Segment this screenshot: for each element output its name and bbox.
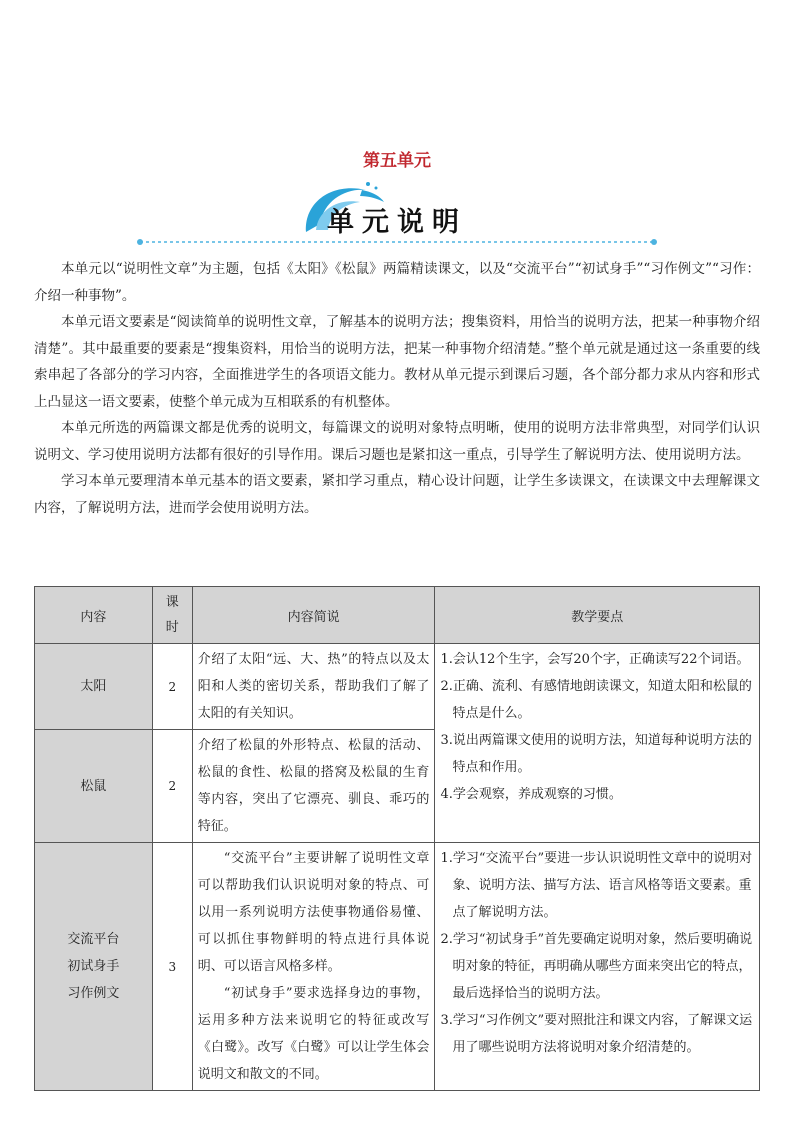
row-key-points	[435, 644, 760, 843]
row-name-line: 初试身手	[67, 959, 120, 974]
key-point: 4.学会观察，养成观察的习惯。	[440, 787, 622, 802]
key-point: 3.学习“习作例文”要对照批注和课文内容，了解课文运用了哪些说明方法将说明对象介绍清楚的。	[440, 1013, 753, 1055]
intro-paragraph: 本单元以“说明性文章”为主题，包括《太阳》《松鼠》两篇精读课文，以及“交流平台”“初试身手”“习作例文”“习作：介绍一种事物”。	[34, 261, 760, 304]
header-hours-text: 课时	[165, 595, 179, 635]
key-point: 2.正确、流利、有感情地朗读课文，知道太阳和松鼠的特点是什么。	[440, 679, 752, 721]
table-header-row	[35, 587, 760, 644]
row-name: 松鼠	[35, 730, 153, 843]
section-banner	[130, 178, 664, 250]
key-point: 2.学习“初试身手”首先要确定说明对象，然后要明确说明对象的特征，再明确从哪些方面来突出它的特点，最后选择恰当的说明方法。	[440, 932, 753, 1001]
intro-paragraph: 本单元语文要素是“阅读简单的说明性文章，了解基本的说明方法；搜集资料，用恰当的说明方法，把某一种事物介绍清楚”。其中最重要的要素是“搜集资料，用恰当的说明方法，把某一种事物介绍清楚。”整个单元就是通过这一条重要的线索串起了各部分的学习内容，全面推进学生的各项语文能力。教材从单元提示到课后习题，各个部分都力求从内容和形式上凸显这一语文要素，使整个单元成为互相联系的有机整体。	[34, 314, 760, 410]
row-hours: 2	[152, 644, 192, 730]
summary-paragraph: “初试身手”要求选择身边的事物，运用多种方法来说明它的特征或改写《白鹭》。改写《白鹭》可以让学生体会说明文和散文的不同。	[197, 986, 430, 1082]
key-point: 3.说出两篇课文使用的说明方法，知道每种说明方法的特点和作用。	[440, 733, 752, 775]
teaching-plan-table	[34, 586, 760, 1091]
header-hours	[152, 587, 192, 644]
row-hours: 3	[152, 843, 192, 1091]
row-name-line: 交流平台	[67, 932, 120, 947]
header-content: 内容	[35, 587, 153, 644]
row-hours: 2	[152, 730, 192, 843]
unit-title: 第五单元	[363, 151, 431, 171]
intro-text	[34, 256, 760, 521]
intro-paragraph: 本单元所选的两篇课文都是优秀的说明文，每篇课文的说明对象特点明晰，使用的说明方法非常典型，对同学们认识说明文、学习使用说明方法都有很好的引导作用。课后习题也是紧扣这一重点，引导学生了解说明方法、使用说明方法。	[34, 420, 760, 463]
row-name	[35, 843, 153, 1091]
row-summary	[192, 843, 435, 1091]
key-point: 1.会认12个生字，会写20个字，正确读写22个词语。	[440, 652, 750, 667]
row-name-line: 习作例文	[67, 986, 120, 1001]
key-point: 1.学习“交流平台”要进一步认识说明性文章中的说明对象、说明方法、描写方法、语言风格等语文要素。重点了解说明方法。	[440, 851, 753, 920]
table-row	[35, 644, 760, 730]
row-key-points	[435, 843, 760, 1091]
row-summary: 介绍了太阳“远、大、热”的特点以及太阳和人类的密切关系，帮助我们了解了太阳的有关知识。	[192, 644, 435, 730]
banner-title: 单元说明	[327, 207, 467, 238]
header-summary: 内容简说	[192, 587, 435, 644]
table-row	[35, 843, 760, 1091]
summary-paragraph: “交流平台”主要讲解了说明性文章可以帮助我们认识说明对象的特点、可以用一系列说明方法使事物通俗易懂、可以抓住事物鲜明的特点进行具体说明、可以语言风格多样。	[197, 851, 430, 974]
row-summary: 介绍了松鼠的外形特点、松鼠的活动、松鼠的食性、松鼠的搭窝及松鼠的生育等内容，突出了它漂亮、驯良、乖巧的特征。	[192, 730, 435, 843]
row-name: 太阳	[35, 644, 153, 730]
header-key-points: 教学要点	[435, 587, 760, 644]
intro-paragraph: 学习本单元要理清本单元基本的语文要素，紧扣学习重点，精心设计问题，让学生多读课文，在读课文中去理解课文内容，了解说明方法，进而学会使用说明方法。	[34, 473, 760, 516]
